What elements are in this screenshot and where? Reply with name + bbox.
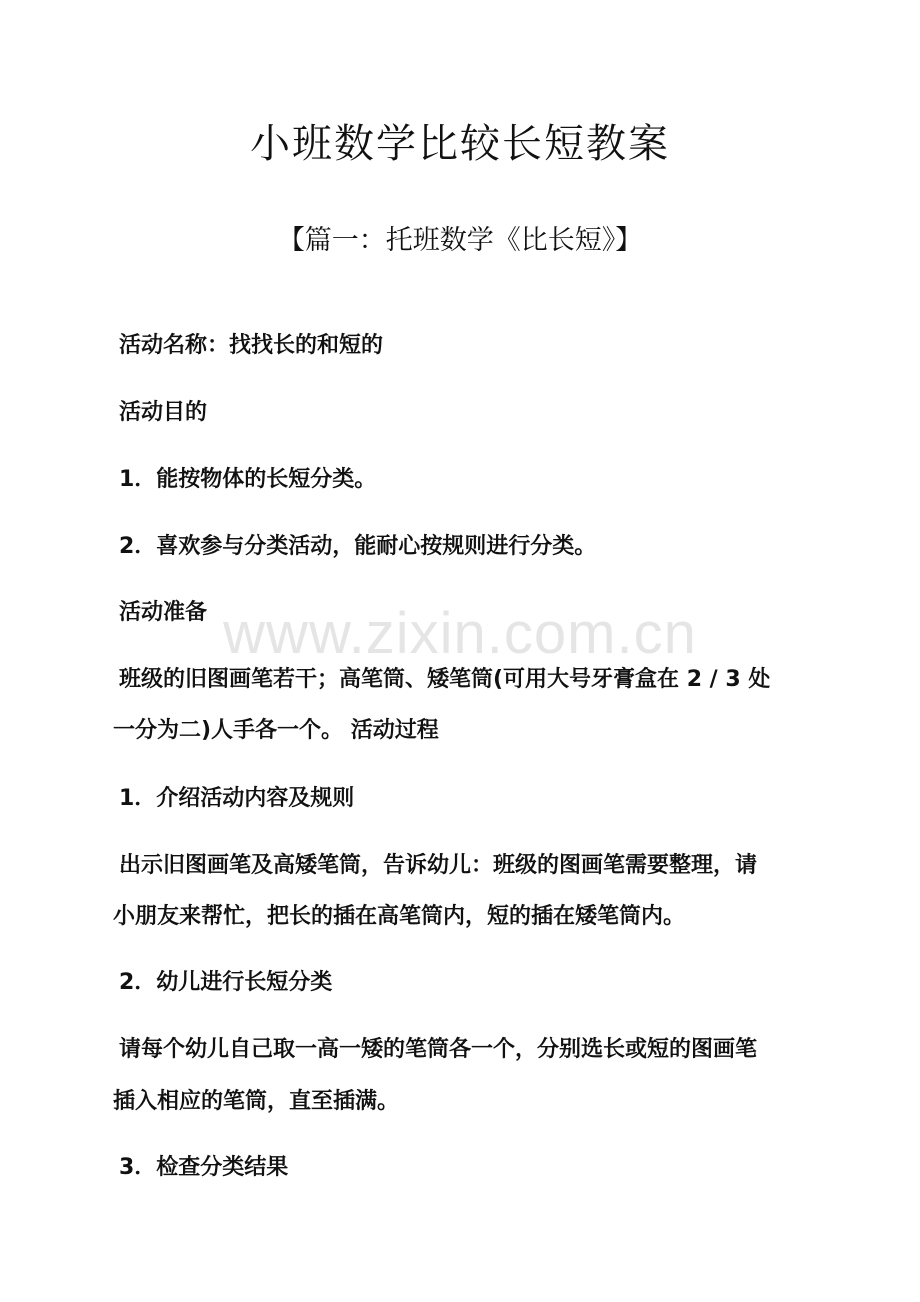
activity-goal-heading: 活动目的 [119, 400, 208, 425]
watermark-text: www.zixin.com.cn [223, 601, 697, 666]
goal-item-1: 1．能按物体的长短分类。 [119, 467, 377, 492]
preparation-text-line-2: 一分为二)人手各一个。 活动过程 [113, 718, 439, 743]
process-step-1-text-line-2: 小朋友来帮忙，把长的插在高笔筒内，短的插在矮笔筒内。 [113, 904, 686, 929]
section-heading: 【篇一：托班数学《比长短》】 [277, 225, 643, 256]
process-step-3-heading: 3．检查分类结果 [119, 1155, 289, 1180]
process-step-2-text-line-2: 插入相应的笔筒，直至插满。 [113, 1089, 400, 1114]
process-step-1-heading: 1．介绍活动内容及规则 [119, 786, 355, 811]
goal-item-2: 2．喜欢参与分类活动，能耐心按规则进行分类。 [119, 534, 597, 559]
process-step-1-text-line-1: 出示旧图画笔及高矮笔筒，告诉幼儿：班级的图画笔需要整理，请 [119, 853, 758, 878]
preparation-heading: 活动准备 [119, 600, 208, 625]
preparation-text-line-1: 班级的旧图画笔若干；高笔筒、矮笔筒(可用大号牙膏盒在 2 / 3 处 [119, 667, 771, 692]
activity-name-line: 活动名称：找找长的和短的 [119, 333, 384, 358]
process-step-2-heading: 2．幼儿进行长短分类 [119, 970, 333, 995]
process-step-2-text-line-1: 请每个幼儿自己取一高一矮的笔筒各一个，分别选长或短的图画笔 [119, 1037, 758, 1062]
document-title: 小班数学比较长短教案 [250, 121, 670, 167]
